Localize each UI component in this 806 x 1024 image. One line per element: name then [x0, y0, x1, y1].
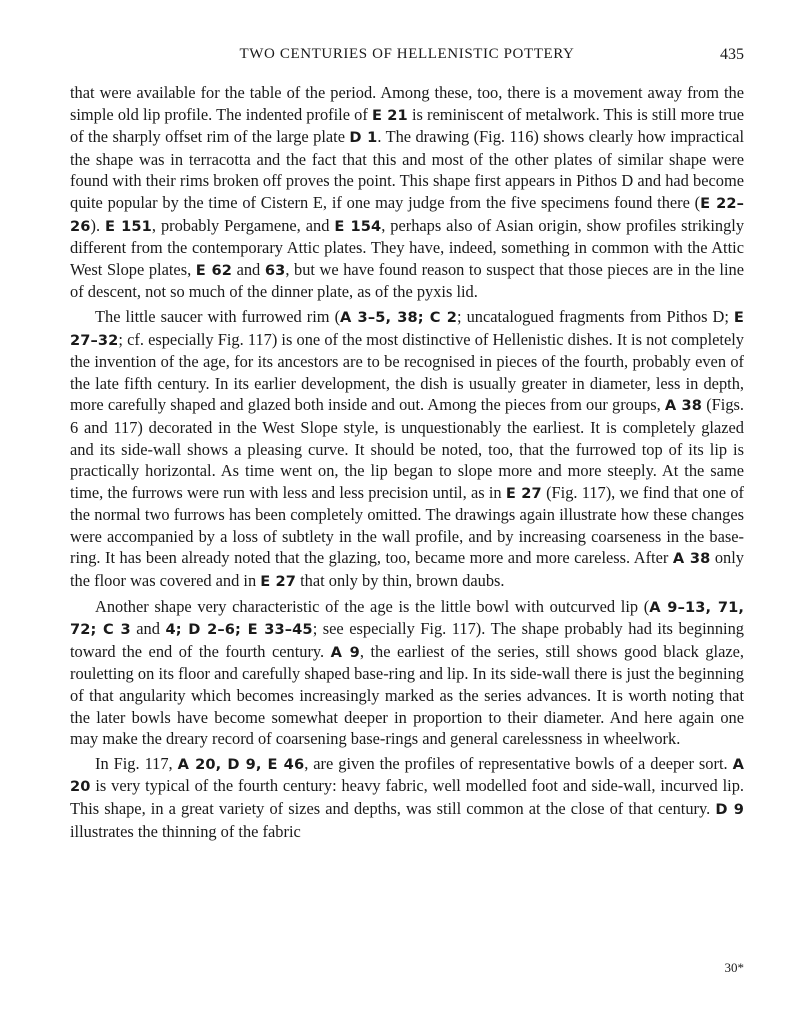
catalogue-reference: A 38 — [664, 397, 703, 415]
catalogue-reference: D 1 — [349, 129, 378, 147]
printer-signature-mark: 30* — [724, 960, 744, 975]
text-run: that only by thin, brown daubs. — [296, 571, 505, 591]
text-run: that were available for the table of the period. Among these, too, there is a movement away from the simple old lip profile. The indented profile of — [70, 83, 744, 124]
paragraph-2 — [70, 306, 744, 593]
text-run: , are given the profiles of representative bowls of a deeper sort. — [304, 753, 733, 773]
catalogue-reference: A 20 — [70, 755, 745, 796]
paragraph-1 — [70, 82, 744, 303]
text-run: only the floor was covered and in — [70, 548, 744, 591]
text-run: In Fig. 117, — [95, 753, 178, 773]
text-run: (Figs. 6 and 117) decorated in the West Slope style, is unquestionably the earliest. It is completely glazed and its side-wall shows a pleasing curve. It should be noted, too, that the furrowed top of its lip is practically horizontal. As time went on, the lip began to slope more and more steeply. At the same time, the furrows were run with less and less precision until, as in — [70, 395, 745, 502]
text-run: , probably Pergamene, and — [151, 215, 335, 235]
page — [70, 40, 744, 842]
paragraph-4 — [70, 753, 744, 842]
catalogue-reference: E 27 — [505, 484, 542, 502]
text-run: , but we have found reason to suspect that those pieces are in the line of descent, not so much of the dinner plate, as of the pyxis lid. — [70, 259, 745, 302]
text-run: , the earliest of the series, still shows good black glaze, rouletting on its floor and carefully shaped base-ring and lip. In its side-wall there is just the beginning of that angularity which becomes increasingly marked as the series advances. It is worth noting that the later bowls have become somewhat deeper in proportion to their diameter. And here again one may make the dreary record of coarsening base-rings and general carelessness in wheelwork. — [70, 641, 744, 749]
text-run: illustrates the thinning of the fabric — [70, 821, 301, 841]
text-run: ). — [90, 215, 106, 235]
text-run: ; see especially Fig. 117). The shape probably had its beginning toward the end of the fourth century. — [70, 619, 744, 661]
catalogue-reference: A 38 — [672, 550, 711, 568]
catalogue-reference: A 9–13, 71, 72; C 3 — [70, 598, 744, 639]
text-run: (Fig. 117), we find that one of the normal two furrows has been completely omitted. The drawings again illustrate how these changes were accompanied by a loss of subtlety in the wall profile, and by increasing coarseness in the base-ring. It has been already noted that the glazing, too, became more and more careless. After — [70, 482, 744, 568]
catalogue-reference: A 3–5, 38; C 2 — [340, 308, 457, 326]
text-run: Another shape very characteristic of the age is the little bowl with outcurved lip ( — [95, 596, 650, 616]
catalogue-reference: E 27–32 — [70, 308, 744, 349]
text-run: , perhaps also of Asian origin, show profiles strikingly different from the contemporary Attic plates. They have, indeed, something in common with the Attic West Slope plates, — [70, 215, 745, 279]
text-run: and — [232, 259, 265, 279]
running-title: TWO CENTURIES OF HELLENISTIC POTTERY — [239, 46, 575, 62]
catalogue-reference: E 154 — [334, 217, 382, 235]
text-run: ; cf. especially Fig. 117) is one of the most distinctive of Hellenistic dishes. It is not completely the invention of the age, for its ancestors are to be recognised in pieces of the fourth, probably even of the late fifth century. In its earlier development, the dish is usually greater in diameter, less in depth, more carefully shaped and glazed both inside and out. Among the pieces from our groups, — [70, 329, 744, 415]
body-text — [70, 82, 744, 842]
text-run: . The drawing (Fig. 116) shows clearly how impractical the shape was in terracotta and the fact that this and most of the other plates of similar shape were found with their rims broken off proves the point. This shape first appears in Pithos D and had become quite popular by the time of Cistern E, if one may judge from the five specimens found there ( — [70, 127, 744, 212]
catalogue-reference: E 21 — [371, 106, 408, 124]
catalogue-reference: A 9 — [330, 643, 360, 661]
paragraph-3 — [70, 596, 744, 750]
text-run: The little saucer with furrowed rim ( — [95, 306, 341, 326]
catalogue-reference: D 9 — [715, 801, 744, 818]
catalogue-reference: E 22–26 — [70, 194, 745, 235]
text-run: and — [130, 619, 166, 639]
page-number: 435 — [720, 46, 744, 63]
catalogue-reference: 4; D 2–6; E 33–45 — [165, 621, 313, 639]
catalogue-reference: E 151 — [105, 217, 152, 235]
catalogue-reference: E 27 — [260, 573, 297, 591]
text-run: ; uncatalogued fragments from Pithos D; — [456, 306, 734, 326]
catalogue-reference: A 20, D 9, E 46 — [177, 755, 305, 773]
running-header — [70, 40, 744, 68]
catalogue-reference: 63 — [264, 261, 286, 279]
text-run: is very typical of the fourth century: heavy fabric, well modelled foot and side-wall, incurved lip. This shape, in a great variety of sizes and depths, was still common at the close of that century. — [70, 776, 744, 818]
text-run: is reminiscent of metalwork. This is still more true of the sharply offset rim of the large plate — [70, 104, 744, 147]
catalogue-reference: E 62 — [195, 261, 233, 279]
